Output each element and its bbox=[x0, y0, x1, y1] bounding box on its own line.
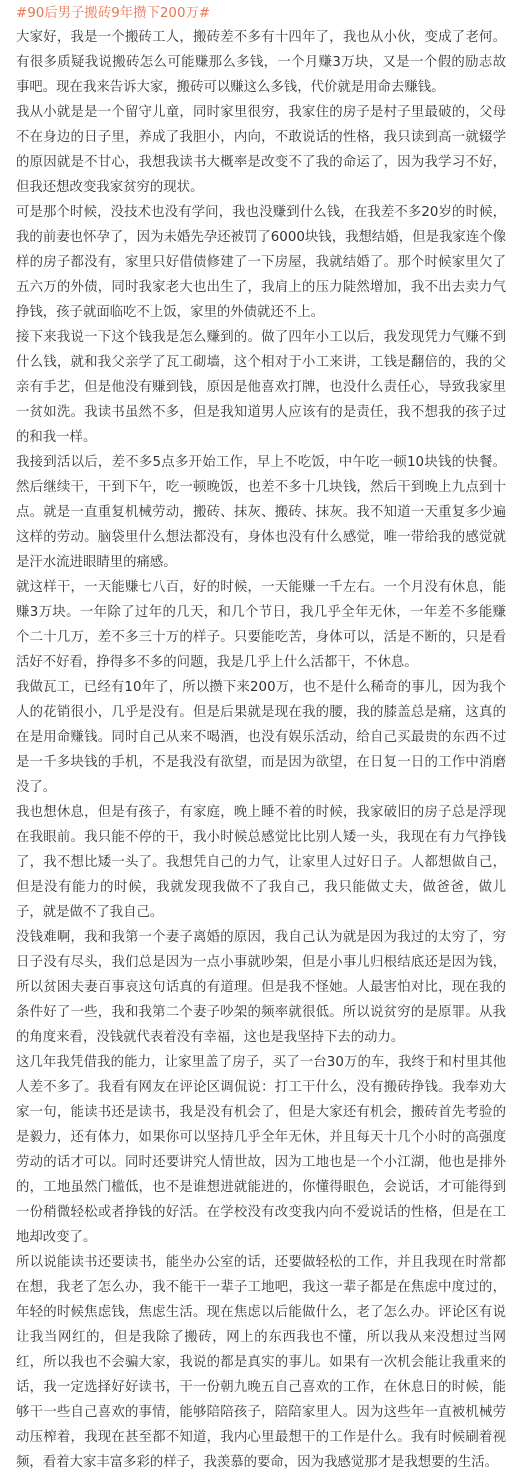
paragraph-advice: 这几年我凭借我的能力，让家里盖了房子，买了一台30万的车，我终于和村里其他人差不多了。我看有网友在评论区调侃说：打工干什么，没有搬砖挣钱。我奉劝大家一句，能读书还是读书，我是没有机会了，但是大家还有机会，搬砖首先考验的是毅力，还有体力，如果你可以坚持几乎全年无休，并且每天十几个小时的高强度劳动的话才可以。同时还要讲究人情世故，因为工地也是一个小江湖，他也是排外的，工地虽然门槛低，也不是谁想进就能进的，你懂得眼色，会说话，才可能得到一份稍微轻松或者挣钱的好活。在学校没有改变我内向不爱说话的性格，但是在工地却改变了。 bbox=[16, 1055, 506, 1245]
paragraph-learning-trade: 接下来我说一下这个钱我是怎么赚到的。做了四年小工以后，我发现凭力气赚不到什么钱，就和我父亲学了瓦工砌墙，这个相对于小工来讲，工钱是翻倍的，我的父亲有手艺，但是他没有赚到钱，原因是他喜欢打牌，也没什么责任心，导致我家里一贫如洗。我读书虽然不多，但是我知道男人应该有的是责任，我不想我的孩子过的和我一样。 bbox=[16, 330, 506, 445]
paragraph-daily-routine: 我接到活以后，差不多5点多开始工作，早上不吃饭，中午吃一顿10块钱的快餐。然后继续干，干到下午，吃一顿晚饭，也差不多十几块钱，然后干到晚上九点到十点。就是一直重复机械劳动，搬砖、抹灰、搬砖、抹灰。我不知道一天重复多少遍这样的劳动。脑袋里什么想法都没有，身体也没有什么感觉，唯一带给我的感觉就是汗水流进眼睛里的痛感。 bbox=[16, 455, 506, 570]
hashtag-topic-link[interactable]: #90后男子搬砖9年攒下200万# bbox=[16, 6, 211, 21]
paragraph-marriage: 可是那个时候，没技术也没有学问，我也没赚到什么钱，在我差不多20岁的时候，我的前妻也怀孕了，因为未婚先孕还被罚了6000块钱，我想结婚，但是我家连个像样的房子都没有，家里只好借债修建了一下房屋，我就结婚了。那个时候家里欠了五六万的外债，同时我家老大也出生了，我肩上的压力陡然增加，我不出去卖力气挣钱，孩子就面临吃不上饭，家里的外债就还不上。 bbox=[16, 205, 506, 320]
paragraph-savings: 我做瓦工，已经有10年了，所以攒下来200万，也不是什么稀奇的事儿，因为我个人的花销很小，几乎是没有。但是后果就是现在我的腰，我的膝盖总是痛，这真的在是用命赚钱。同时自己从来不喝酒，也没有娱乐活动，给自己买最贵的东西不过是一千多块钱的手机，不是我没有欲望，而是因为欲望，在日复一日的工作中消磨没了。 bbox=[16, 680, 506, 795]
paragraph-income: 就这样干，一天能赚七八百，好的时候，一天能赚一千左右。一个月没有休息，能赚3万块。一年除了过年的几天，和几个节日，我几乎全年无休，一年差不多能赚个二十几万，差不多三十万的样子。只要能吃苦，身体可以，活是不断的，只是看活好不好看，挣得多不多的问题，我是几乎上什么活都干，不休息。 bbox=[16, 580, 506, 670]
post-body bbox=[16, 25, 506, 1475]
paragraph-family-pressure: 我也想休息，但是有孩子，有家庭，晚上睡不着的时候，我家破旧的房子总是浮现在我眼前。我只能不停的干，我小时候总感觉比比别人矮一头，我现在有力气挣钱了，我不想比矮一头了。我想凭自己的力气，让家里人过好日子。人都想做自己，但是没有能力的时候，我就发现我做不了我自己，我只能做丈夫，做爸爸，做儿子，就是做不了我自己。 bbox=[16, 805, 506, 920]
paragraph-divorce: 没钱难啊，我和我第一个妻子离婚的原因，我自己认为就是因为我过的太穷了，穷日子没有尽头，我们总是因为一点小事就吵架，但是小事儿归根结底还是因为钱，所以贫困夫妻百事哀这句话真的有道理。但是我不怪她。人最害怕对比，现在我的条件好了一些，我和我第二个妻子吵架的频率就很低。所以说贫穷的是原罪。从我的角度来看，没钱就代表着没有幸福，这也是我坚持下去的动力。 bbox=[16, 930, 506, 1045]
paragraph-childhood: 我从小就是是一个留守儿童，同时家里很穷，我家住的房子是村子里最破的，父母不在身边的日子里，养成了我胆小，内向，不敢说话的性格，我只读到高一就辍学的原因就是不甘心，我想我读书大概率是改变不了我的命运了，因为我学习不好，但我还想改变我家贫穷的现状。 bbox=[16, 105, 506, 195]
paragraph-intro: 大家好，我是一个搬砖工人，搬砖差不多有十四年了，我也从小伙，变成了老何。有很多质疑我说搬砖怎么可能赚那么多钱，一个月赚3万块，又是一个假的励志故事吧。现在我来告诉大家，搬砖可以赚这么多钱，代价就是用命去赚钱。 bbox=[16, 30, 506, 95]
paragraph-reflection: 所以说能读书还要读书，能坐办公室的话，还要做轻松的工作，并且我现在时常都在想，我老了怎么办，我不能干一辈子工地吧，我这一辈子都是在焦虑中度过的，年轻的时候焦虑钱，焦虑生活。现在焦虑以后能做什么，老了怎么办。评论区有说让我当网红的，但是我除了搬砖，网上的东西我也不懂，所以我从来没想过当网红，所以我也不会骗大家，我说的都是真实的事儿。如果有一次机会能让我重来的话，我一定选择好好读书，干一份朝九晚五自己喜欢的工作，在休息日的时候，能够干一些自己喜欢的事情，能够陪陪孩子，陪陪家里人。因为这些年一直被机械劳动压榨着，我现在甚至都不知道，我内心里最想干的工作是什么。我有时候刷着视频，看着大家丰富多彩的样子，我羡慕的要命，因为我感觉那才是我想要的生活。 bbox=[16, 1255, 506, 1470]
